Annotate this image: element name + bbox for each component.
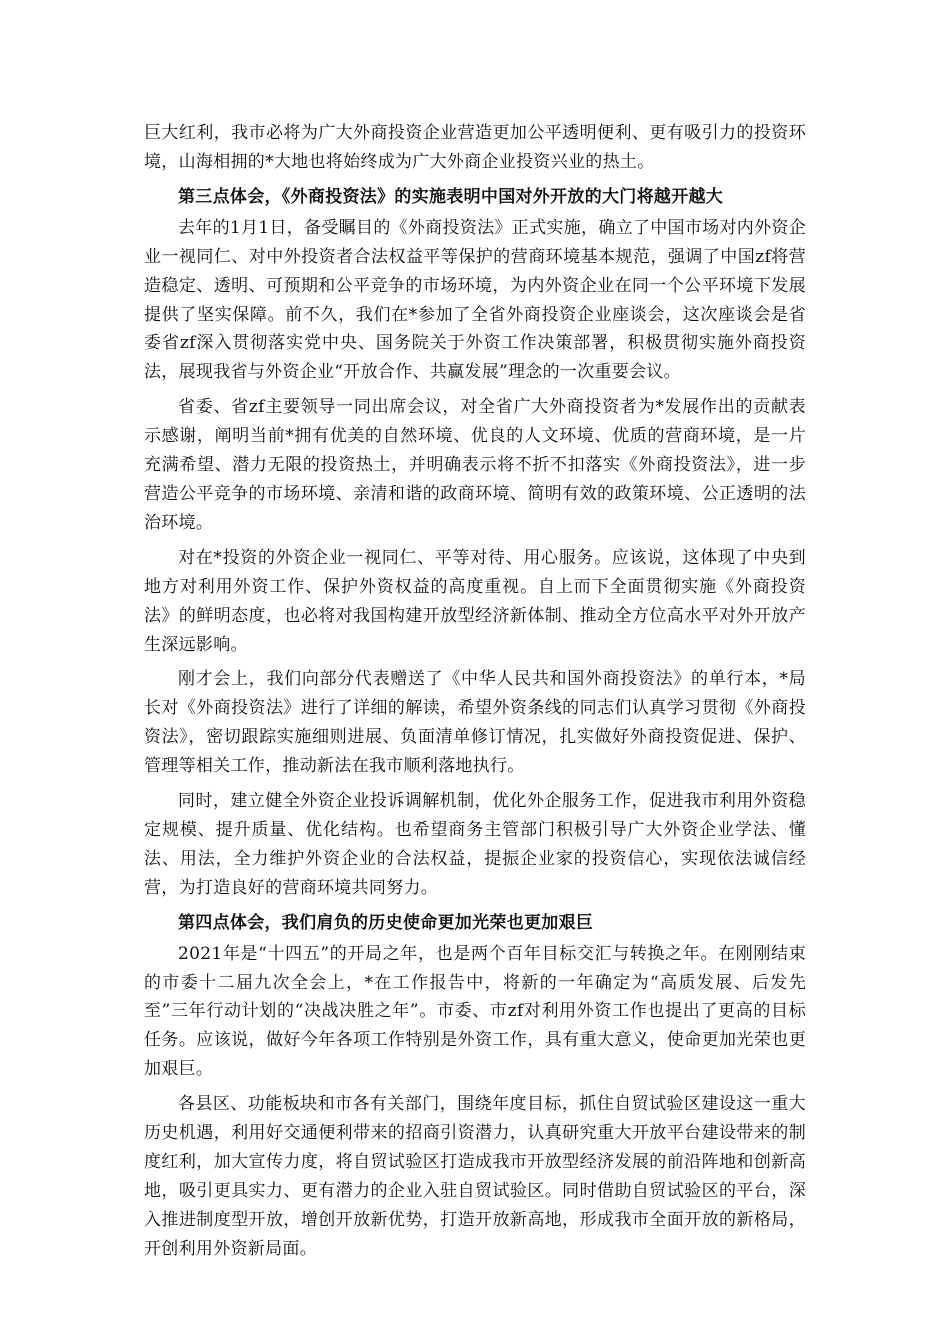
- paragraph: 各县区、功能板块和市各有关部门，围绕年度目标，抓住自贸试验区建设这一重大历史机遇，利用好交通便利带来的招商引资潜力，认真研究重大开放平台建设带来的制度红利，加大宣传力度，将自贸试验区打造成我市开放型经济发展的前沿阵地和创新高地，吸引更具实力、更有潜力的企业入驻自贸试验区。同时借助自贸试验区的平台，深入推进制度型开放，增创开放新优势，打造开放新高地，形成我市全面开放的新格局，开创利用外资新局面。: [144, 1094, 806, 1259]
- paragraph-intro: 巨大红利，我市必将为广大外商投资企业营造更加公平透明便利、更有吸引力的投资环境，山海相拥的*大地也将始终成为广大外商企业投资兴业的热土。: [144, 123, 806, 172]
- section-heading-fourth-point: 第四点体会，我们肩负的历史使命更加光荣也更加艰巨: [178, 912, 594, 933]
- paragraph: 去年的1月1日，备受瞩目的《外商投资法》正式实施，确立了中国市场对内外资企业一视同仁、对中外投资者合法权益平等保护的营商环境基本规范，强调了中国zf将营造稳定、透明、可预期和公平竞争的市场环境，为内外资企业在同一个公平环境下发展提供了坚实保障。前不久，我们在*参加了全省外商投资企业座谈会，这次座谈会是省委省zf深入贯彻落实党中央、国务院关于外资工作决策部署，积极贯彻实施外商投资法，展现我省与外资企业“开放合作、共赢发展”理念的一次重要会议。: [144, 217, 806, 383]
- paragraph: 省委、省zf主要领导一同出席会议，对全省广大外商投资者为*发展作出的贡献表示感谢，阐明当前*拥有优美的自然环境、优良的人文环境、优质的营商环境，是一片充满希望、潜力无限的投资热土，并明确表示将不折不扣落实《外商投资法》，进一步营造公平竞争的市场环境、亲清和谐的政商环境、简明有效的政策环境、公正透明的法治环境。: [144, 397, 806, 533]
- section-heading-third-point: 第三点体会，《外商投资法》的实施表明中国对外开放的大门将越开越大: [178, 186, 724, 207]
- paragraph: 同时，建立健全外资企业投诉调解机制，优化外企服务工作，促进我市利用外资稳定规模、提升质量、优化结构。也希望商务主管部门积极引导广大外资企业学法、懂法、用法，全力维护外资企业的合法权益，提振企业家的投资信心，实现依法诚信经营，为打造良好的营商环境共同努力。: [144, 791, 806, 898]
- paragraph: 刚才会上，我们向部分代表赠送了《中华人民共和国外商投资法》的单行本，*局长对《外商投资法》进行了详细的解读，希望外资条线的同志们认真学习贯彻《外商投资法》，密切跟踪实施细则进展、负面清单修订情况，扎实做好外商投资促进、保护、管理等相关工作，推动新法在我市顺利落地执行。: [144, 669, 806, 777]
- document-page: [144, 119, 806, 1264]
- paragraph: 对在*投资的外资企业一视同仁、平等对待、用心服务。应该说，这体现了中央到地方对利用外资工作、保护外资权益的高度重视。自上而下全面贯彻实施《外商投资法》的鲜明态度，也必将对我国构建开放型经济新体制、推动全方位高水平对外开放产生深远影响。: [144, 547, 806, 655]
- paragraph: 2021年是“十四五”的开局之年，也是两个百年目标交汇与转换之年。在刚刚结束的市委十二届九次全会上，*在工作报告中，将新的一年确定为“高质发展、后发先至”三年行动计划的“决战决胜之年”。市委、市zf对利用外资工作也提出了更高的目标任务。应该说，做好今年各项工作特别是外资工作，具有重大意义，使命更加光荣也更加艰巨。: [144, 943, 806, 1080]
